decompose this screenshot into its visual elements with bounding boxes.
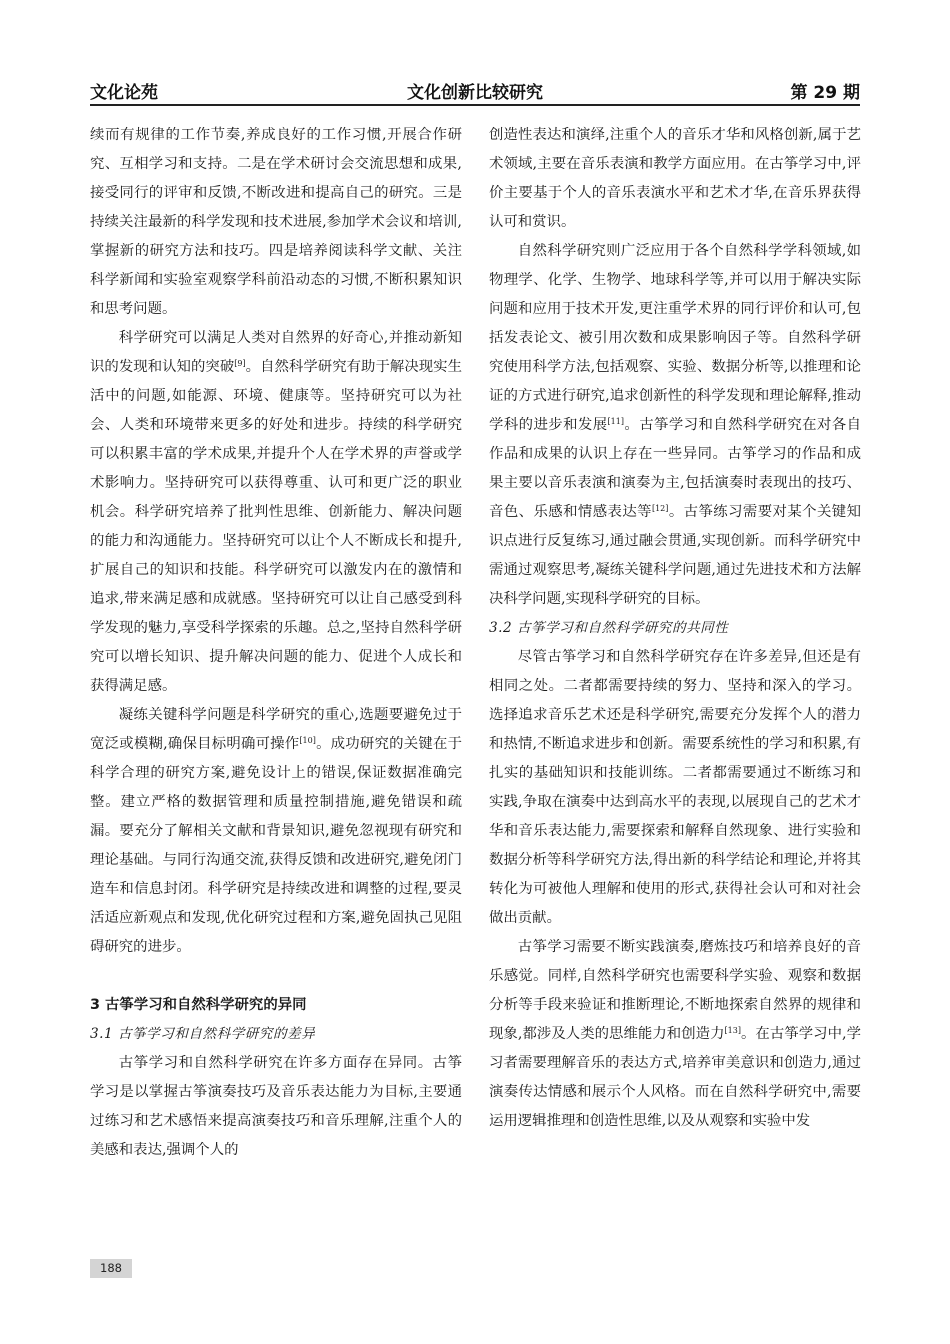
paragraph: 创造性表达和演绎,注重个人的音乐才华和风格创新,属于艺术领域,主要在音乐表演和教学方面应用。在古筝学习中,评价主要基于个人的音乐表演水平和艺术才华,在音乐界获得认可和赏识。 — [489, 127, 861, 230]
paragraph: 续而有规律的工作节奏,养成良好的工作习惯,开展合作研究、互相学习和支持。二是在学术研讨会交流思想和成果,接受同行的评审和反馈,不断改进和提高自己的研究。三是持续关注最新的科学发现和技术进展,参加学术会议和培训,掌握新的研究方法和技巧。四是培养阅读科学文献、关注科学新闻和实验室观察学科前沿动态的习惯,不断积累知识和思考问题。 — [90, 127, 462, 317]
left-column — [90, 121, 462, 1165]
citation-ref: [12] — [651, 504, 669, 513]
right-column — [489, 121, 861, 1136]
issue-number: 第 29 期 — [790, 83, 860, 103]
subsection-heading: 3.2 古筝学习和自然科学研究的共同性 — [489, 620, 729, 636]
journal-title: 文化创新比较研究 — [407, 83, 543, 103]
paragraph-text: 。自然科学研究有助于解决现实生活中的问题,如能源、环境、健康等。坚持研究可以为社会、人类和环境带来更多的好处和进步。持续的科学研究可以积累丰富的学术成果,并提升个人在学术界的声誉或学术影响力。坚持研究可以获得尊重、认可和更广泛的职业机会。科学研究培养了批判性思维、创新能力、解决问题的能力和沟通能力。坚持研究可以让个人不断成长和提升,扩展自己的知识和技能。科学研究可以激发内在的激情和追求,带来满足感和成就感。坚持研究可以让自己感受到科学发现的魅力,享受科学探索的乐趣。总之,坚持自然科学研究可以增长知识、提升解决问题的能力、促进个人成长和获得满足感。 — [90, 359, 462, 694]
paragraph — [90, 324, 462, 701]
paragraph: 古筝学习和自然科学研究在许多方面存在异同。古筝学习是以掌握古筝演奏技巧及音乐表达能力为目标,主要通过练习和艺术感悟来提高演奏技巧和音乐理解,注重个人的美感和表达,强调个人的 — [90, 1055, 462, 1158]
paragraph: 尽管古筝学习和自然科学研究存在许多差异,但还是有相同之处。二者都需要持续的努力、坚持和深入的学习。选择追求音乐艺术还是科学研究,需要充分发挥个人的潜力和热情,不断追求进步和创新。需要系统性的学习和积累,有扎实的基础知识和技能训练。二者都需要通过不断练习和实践,争取在演奏中达到高水平的表现,以展现自己的艺术才华和音乐表达能力,需要探索和解释自然现象、进行实验和数据分析等科学研究方法,得出新的科学结论和理论,并将其转化为可被他人理解和使用的形式,获得社会认可和对社会做出贡献。 — [489, 649, 861, 926]
paragraph-text: 。古筝学习和自然科学研究在对各自作品和成果的认识上存在一些异同。古筝学习的作品和成果主要以音乐表演和演奏为主,包括演奏时表现出的技巧、音色、乐感和情感表达等 — [489, 417, 861, 520]
citation-ref: [9] — [234, 359, 246, 368]
paragraph — [489, 933, 861, 1136]
section-heading: 3 古筝学习和自然科学研究的异同 — [90, 997, 307, 1013]
paragraph — [90, 701, 462, 962]
paragraph-text: 凝练关键科学问题是科学研究的重心,选题要避免过于宽泛或模糊,确保目标明确可操作 — [90, 707, 462, 752]
citation-ref: [13] — [724, 1026, 741, 1035]
section-gap — [90, 962, 462, 991]
paragraph-text: 。成功研究的关键在于科学合理的研究方案,避免设计上的错误,保证数据准确完整。建立严格的数据管理和质量控制措施,避免错误和疏漏。要充分了解相关文献和背景知识,避免忽视现有研究和理论基础。与同行沟通交流,获得反馈和改进研究,避免闭门造车和信息封闭。科学研究是持续改进和调整的过程,要灵活适应新观点和发现,优化研究过程和方案,避免固执己见阻碍研究的进步。 — [90, 736, 462, 955]
citation-ref: [11] — [607, 417, 624, 426]
running-header — [90, 76, 860, 104]
paragraph-text: 科学研究可以满足人类对自然界的好奇心,并推动新知识的发现和认知的突破 — [90, 330, 462, 375]
paragraph-text: 。在古筝学习中,学习者需要理解音乐的表达方式,培养审美意识和创造力,通过演奏传达情感和展示个人风格。而在自然科学研究中,需要运用逻辑推理和创造性思维,以及从观察和实验中发 — [489, 1026, 862, 1129]
paragraph-text: 自然科学研究则广泛应用于各个自然科学学科领域,如物理学、化学、生物学、地球科学等,并可以用于解决实际问题和应用于技术开发,更注重学术界的同行评价和认可,包括发表论文、被引用次数和成果影响因子等。自然科学研究使用科学方法,包括观察、实验、数据分析等,以推理和论证的方式进行研究,追求创新性的科学发现和理论解释,推动学科的进步和发展 — [489, 243, 861, 433]
paragraph-text: 。古筝练习需要对某个关键知识点进行反复练习,通过融会贯通,实现创新。而科学研究中需通过观察思考,凝练关键科学问题,通过先进技术和方法解决科学问题,实现科学研究的目标。 — [489, 504, 861, 607]
header-rule — [90, 104, 860, 106]
citation-ref: [10] — [299, 736, 316, 745]
subsection-heading: 3.1 古筝学习和自然科学研究的差异 — [90, 1026, 316, 1042]
paragraph — [489, 237, 861, 614]
paragraph-text: 古筝学习需要不断实践演奏,磨炼技巧和培养良好的音乐感觉。同样,自然科学研究也需要科学实验、观察和数据分析等手段来验证和推断理论,不断地探索自然界的规律和现象,都涉及人类的思维能力和创造力 — [489, 939, 861, 1042]
journal-section-name: 文化论苑 — [90, 83, 158, 103]
page-number: 188 — [90, 1259, 132, 1278]
